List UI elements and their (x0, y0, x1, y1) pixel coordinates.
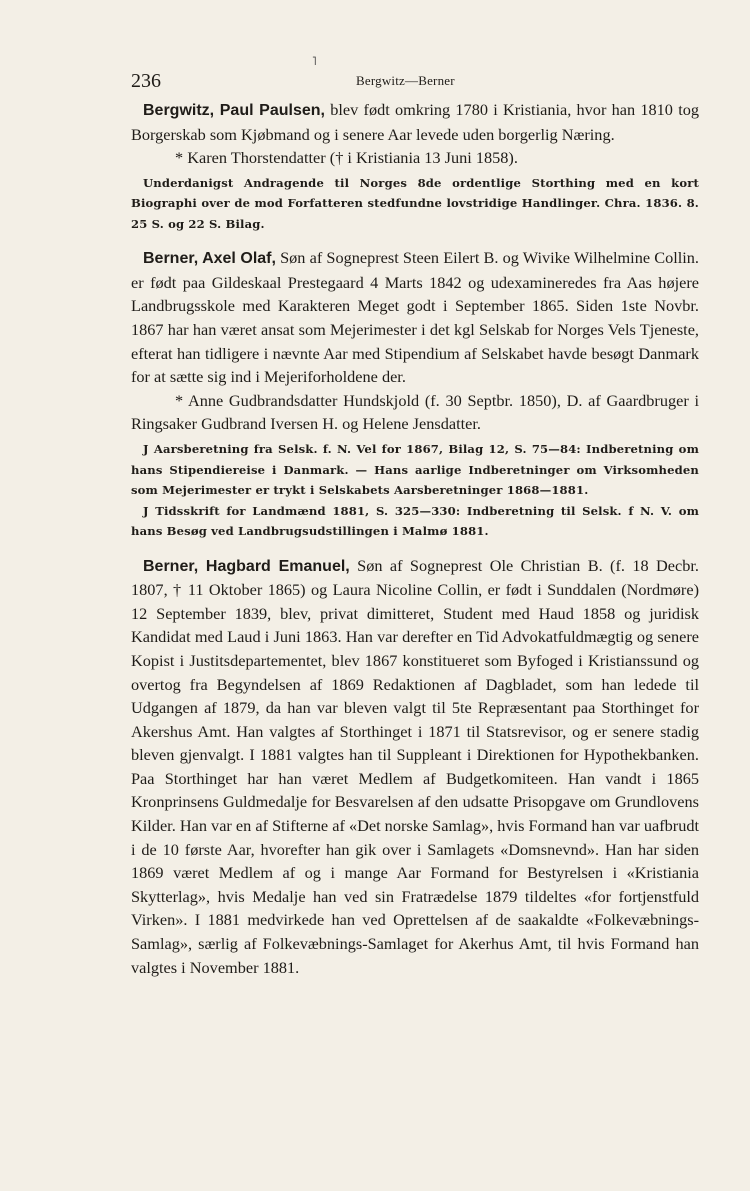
source-reference: J Tidsskrift for Landmænd 1881, S. 325—330: Indberetning til Selsk. f N. V. om hans Besøg ved Landbrugsudstillingen i Malmø 1881. (131, 503, 699, 539)
spouse-line: * Anne Gudbrandsdatter Hundskjold (f. 30 Septbr. 1850), D. af Gaardbruger i Ringsaker Gudbrand Iversen H. og Helene Jensdatter. (131, 390, 699, 434)
entry-body: blev født omkring 1780 i Kristiania, hvor han 1810 tog Borgerskab som Kjøbmand og i senere Aar levede uden borgerlig Næring. (131, 100, 700, 144)
entry-name: Berner, Axel Olaf, (143, 250, 276, 268)
entry-body: Søn af Sogneprest Ole Christian B. (f. 18 Decbr. 1807, † 11 Oktober 1865) og Laura Nicoline Collin, er født i Sunddalen (Nordmøre) 12 September 1839, blev, privat dimitteret, Student med Haud 1858 og juridisk Kandidat med Laud i Juni 1863. Han var derefter en Tid Advokatfuldmægtig og senere Kopist i Justitsdepartementet, blev 1867 konstitueret som Byfoged i Kristianssund og overtog fra Begyndelsen af 1869 Redaktionen af Dagbladet, som han ledede til Udgangen af 1879, da han var bleven valgt til 5te Repræsentant paa Storthinget for Akershus Amt. Han valgtes af Storthinget i 1871 til Statsrevisor, og er senere stadig bleven gjenvalgt. I 1881 valgtes han til Suppleant i Direktionen for Hypothekbanken. Paa Storthinget har han været Medlem af Budgetkomiteen. Han vandt i 1865 Kronprinsens Guldmedalje for Besvarelsen af den udsatte Prisopgave om Grundlovens Kilder. Han var en af Stifterne af «Det norske Samlag», hvis Formand han var uafbrudt i de 10 første Aar, hvorefter han gik over i Samlagets «Domsnevnd». Han har siden 1869 været Medlem af og i mange Aar Formand for Bestyrelsen i «Kristiania Skytterlag», hvis Medalje han ved sin Fratrædelse 1879 tildeltes «for fortjenstfuld Virken». I 1881 medvirkede han ved Oprettelsen af de saakaldte «Folkevæbnings-Samlag», særlig af Folkevæbnings-Samlaget for Akerhus Amt, til hvis Formand han valgtes i November 1881. (131, 555, 699, 977)
source-reference: Underdanigst Andragende til Norges 8de ordentlige Storthing med en kort Biographi over de mod Forfatteren stedfundne lovstridige Handlinger. Chra. 1836. 8. 25 S. og 22 S. Bilag. (131, 175, 699, 231)
page-number: 236 (131, 70, 161, 92)
entry-berner-hagbard (131, 554, 699, 980)
entry-text (131, 98, 699, 146)
entry-name: Berner, Hagbard Emanuel, (143, 557, 350, 575)
entry-text (131, 246, 699, 389)
spouse-line: * Karen Thorstendatter († i Kristiania 13 Juni 1858). (175, 148, 518, 168)
entry-body: Søn af Sogneprest Steen Eilert B. og Wivike Wilhelmine Collin. er født paa Gildeskaal Prestegaard 4 Marts 1842 og udexamineredes fra Aas højere Landbrugsskole med Karakteren Meget godt i September 1865. Siden 1ste Novbr. 1867 har han været ansat som Mejerimester i det kgl Selskab for Norges Vels Tjeneste, efterat han tidligere i nævnte Aar med Stipendium af Selskabet havde besøgt Danmark for at sætte sig ind i Mejeriforholdene der. (131, 248, 699, 387)
entry-name: Bergwitz, Paul Paulsen, (143, 102, 325, 119)
entry-bergwitz (131, 98, 699, 234)
entry-berner-axel (131, 246, 699, 541)
top-mark: ˥ (312, 54, 317, 68)
page-content (131, 98, 699, 979)
source-reference: J Aarsberetning fra Selsk. f. N. Vel for 1867, Bilag 12, S. 75—84: Indberetning om hans Stipendiereise i Danmark. — Hans aarlige Indberetninger om Virksomheden som Mejerimester er trykt i Selskabets Aarsberetninger 1868—1881. (131, 442, 699, 498)
running-head: Bergwitz—Berner (356, 73, 455, 88)
entry-text (131, 554, 699, 980)
